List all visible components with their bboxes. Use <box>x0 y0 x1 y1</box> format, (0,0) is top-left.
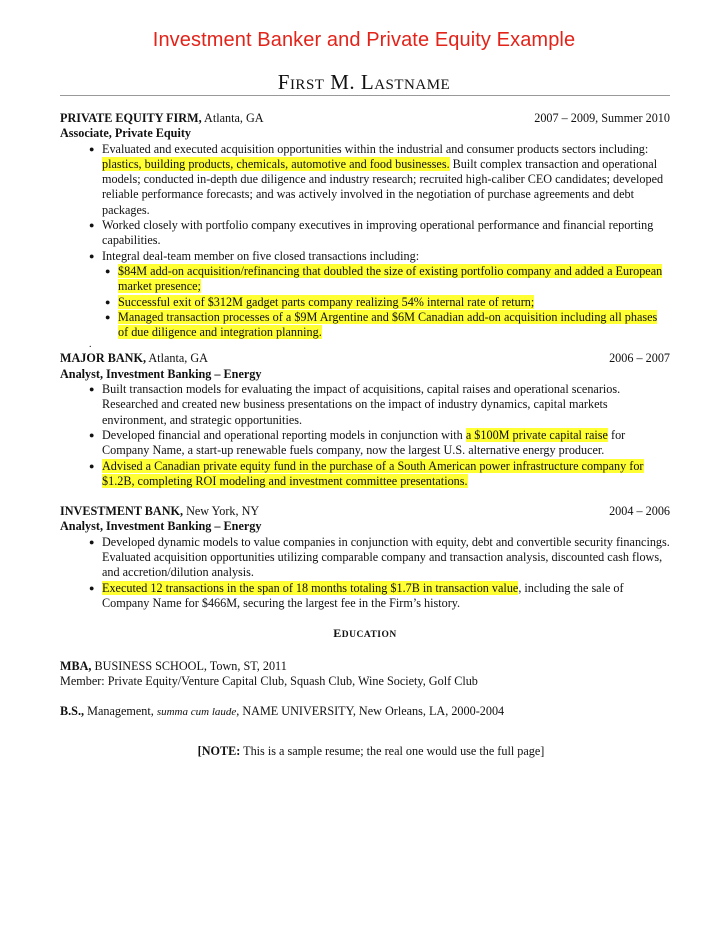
bullet-list <box>60 142 670 264</box>
bullet-icon: ● <box>89 582 95 593</box>
bullet-list <box>60 382 670 489</box>
highlighted-text: Advised a Canadian private equity fund in the purchase of a South American power infrastructure company for $1.2B, completing ROI modeling and investment committee presentations. <box>102 458 644 488</box>
list-item: ● Evaluated and executed acquisition opportunities within the industrial and consumer products sectors including: plastics, building products, chemicals, automotive and food businesses. Built complex transaction and operational models; conducted in-depth due diligence and industry research; recruited high-caliber CEO candidates; developed reliable performance forecasts; and was actively involved in the negotiation of purchase agreements and debt packages. <box>89 141 664 217</box>
job-title: Analyst, Investment Banking – Energy <box>60 366 262 381</box>
stray-mark: . <box>89 339 92 351</box>
degree-line <box>60 659 670 674</box>
header-divider <box>60 95 670 96</box>
employer-line <box>60 351 670 366</box>
employment-dates: 2007 – 2009, Summer 2010 <box>534 111 670 125</box>
firm-name: INVESTMENT BANK, <box>60 504 184 519</box>
list-item: ● Developed financial and operational reporting models in conjunction with a $100M private capital raise for Company Name, a start-up renewable fuels company, now the largest U.S. alternative energy producer. <box>89 427 626 458</box>
sub-bullet-list <box>60 264 670 340</box>
resume-body <box>60 111 670 720</box>
bullet-icon: ● <box>89 460 95 471</box>
banner-title: Investment Banker and Private Equity Example <box>152 29 576 51</box>
bullet-icon: ● <box>89 536 95 547</box>
bullet-icon: ● <box>105 311 111 322</box>
school: BUSINESS SCHOOL, Town, ST, 2011 <box>94 658 287 673</box>
name-first-rest: IRST <box>289 77 325 93</box>
job-title: Analyst, Investment Banking – Energy <box>60 519 262 534</box>
section-heading-education: EDUCATION <box>333 626 397 641</box>
field-of-study: Management, <box>87 704 157 719</box>
highlighted-text: Managed transaction processes of a $9M Argentine and $6M Canadian add-on acquisition including all phases of due diligence and integration planning. <box>118 309 658 340</box>
experience-entry <box>60 504 670 611</box>
bullet-icon: ● <box>89 429 95 440</box>
bullet-icon: ● <box>89 220 95 231</box>
bullet-icon: ● <box>105 296 111 307</box>
firm-location: New York, NY <box>186 504 260 519</box>
bullet-icon: ● <box>89 384 95 395</box>
employer-line <box>60 111 670 126</box>
firm-name: MAJOR BANK, <box>60 351 146 366</box>
highlighted-text: Successful exit of $312M gadget parts company realizing 54% internal rate of return; <box>118 294 535 309</box>
highlighted-text: a $100M private capital raise <box>465 427 608 442</box>
list-item <box>89 458 670 490</box>
bullet-list <box>60 535 670 611</box>
name-first-initial: F <box>277 70 290 94</box>
list-item: ● Built transaction models for evaluating the impact of acquisitions, capital raises and operational scenarios. Researched and created new business presentations on the impact of industry dynamics, capital markets environment, and strategic opportunities. <box>89 382 621 427</box>
bullet-icon: ● <box>89 143 95 154</box>
degree-line <box>60 704 670 720</box>
firm-location: Atlanta, GA <box>148 351 208 366</box>
job-title: Associate, Private Equity <box>60 126 191 141</box>
list-item: ● Integral deal-team member on five closed transactions including: <box>89 248 420 263</box>
employment-dates: 2004 – 2006 <box>609 504 670 519</box>
list-item: ● Executed 12 transactions in the span of 18 months totaling $1.7B in transaction value, including the sale of Company Name for $466M, securing the largest fee in the Firm’s history. <box>89 580 624 610</box>
highlighted-text: $84M add-on acquisition/refinancing that doubled the size of existing portfolio company and added a European market presence; <box>118 263 663 294</box>
school: , NAME UNIVERSITY, New Orleans, LA, 2000-2004 <box>236 704 505 719</box>
list-item: ● Worked closely with portfolio company executives in improving operational performance and financial reporting capabilities. <box>89 218 654 248</box>
list-item <box>105 263 670 295</box>
list-item <box>105 309 670 341</box>
name-last-rest: ASTNAME <box>374 77 451 93</box>
honors: summa cum laude <box>156 706 237 719</box>
note-text: This is a sample resume; the real one would use the full page] <box>240 744 545 758</box>
candidate-name <box>0 70 728 95</box>
degree: MBA, <box>60 658 92 673</box>
list-item <box>105 294 670 310</box>
list-item: ● Developed dynamic models to value companies in conjunction with equity, debt and convertible security financings. Evaluated acquisition opportunities utilizing comparable company and transaction analysis, discounted cash flows, and accretion/dilution analysis. <box>89 534 670 580</box>
bullet-icon: ● <box>89 250 95 261</box>
membership-line: Member: Private Equity/Venture Capital Club, Squash Club, Wine Society, Golf Club <box>60 673 478 688</box>
employment-dates: 2006 – 2007 <box>609 351 670 366</box>
degree: B.S., <box>60 704 85 719</box>
highlighted-text: Executed 12 transactions in the span of 18 months totaling $1.7B in transaction value <box>102 580 519 595</box>
education-entry <box>60 659 670 690</box>
note-label: [NOTE: <box>197 744 241 758</box>
bullet-icon: ● <box>105 265 111 276</box>
experience-entry <box>60 351 670 489</box>
education-entry <box>60 704 670 720</box>
name-middle: M. <box>330 70 356 94</box>
firm-name: PRIVATE EQUITY FIRM, <box>60 111 202 125</box>
firm-location: Atlanta, GA <box>204 111 264 125</box>
name-last-initial: L <box>360 70 375 94</box>
experience-entry <box>60 111 670 351</box>
employer-line <box>60 504 670 519</box>
sample-note <box>0 744 728 759</box>
highlighted-text: plastics, building products, chemicals, automotive and food businesses. <box>102 156 450 171</box>
